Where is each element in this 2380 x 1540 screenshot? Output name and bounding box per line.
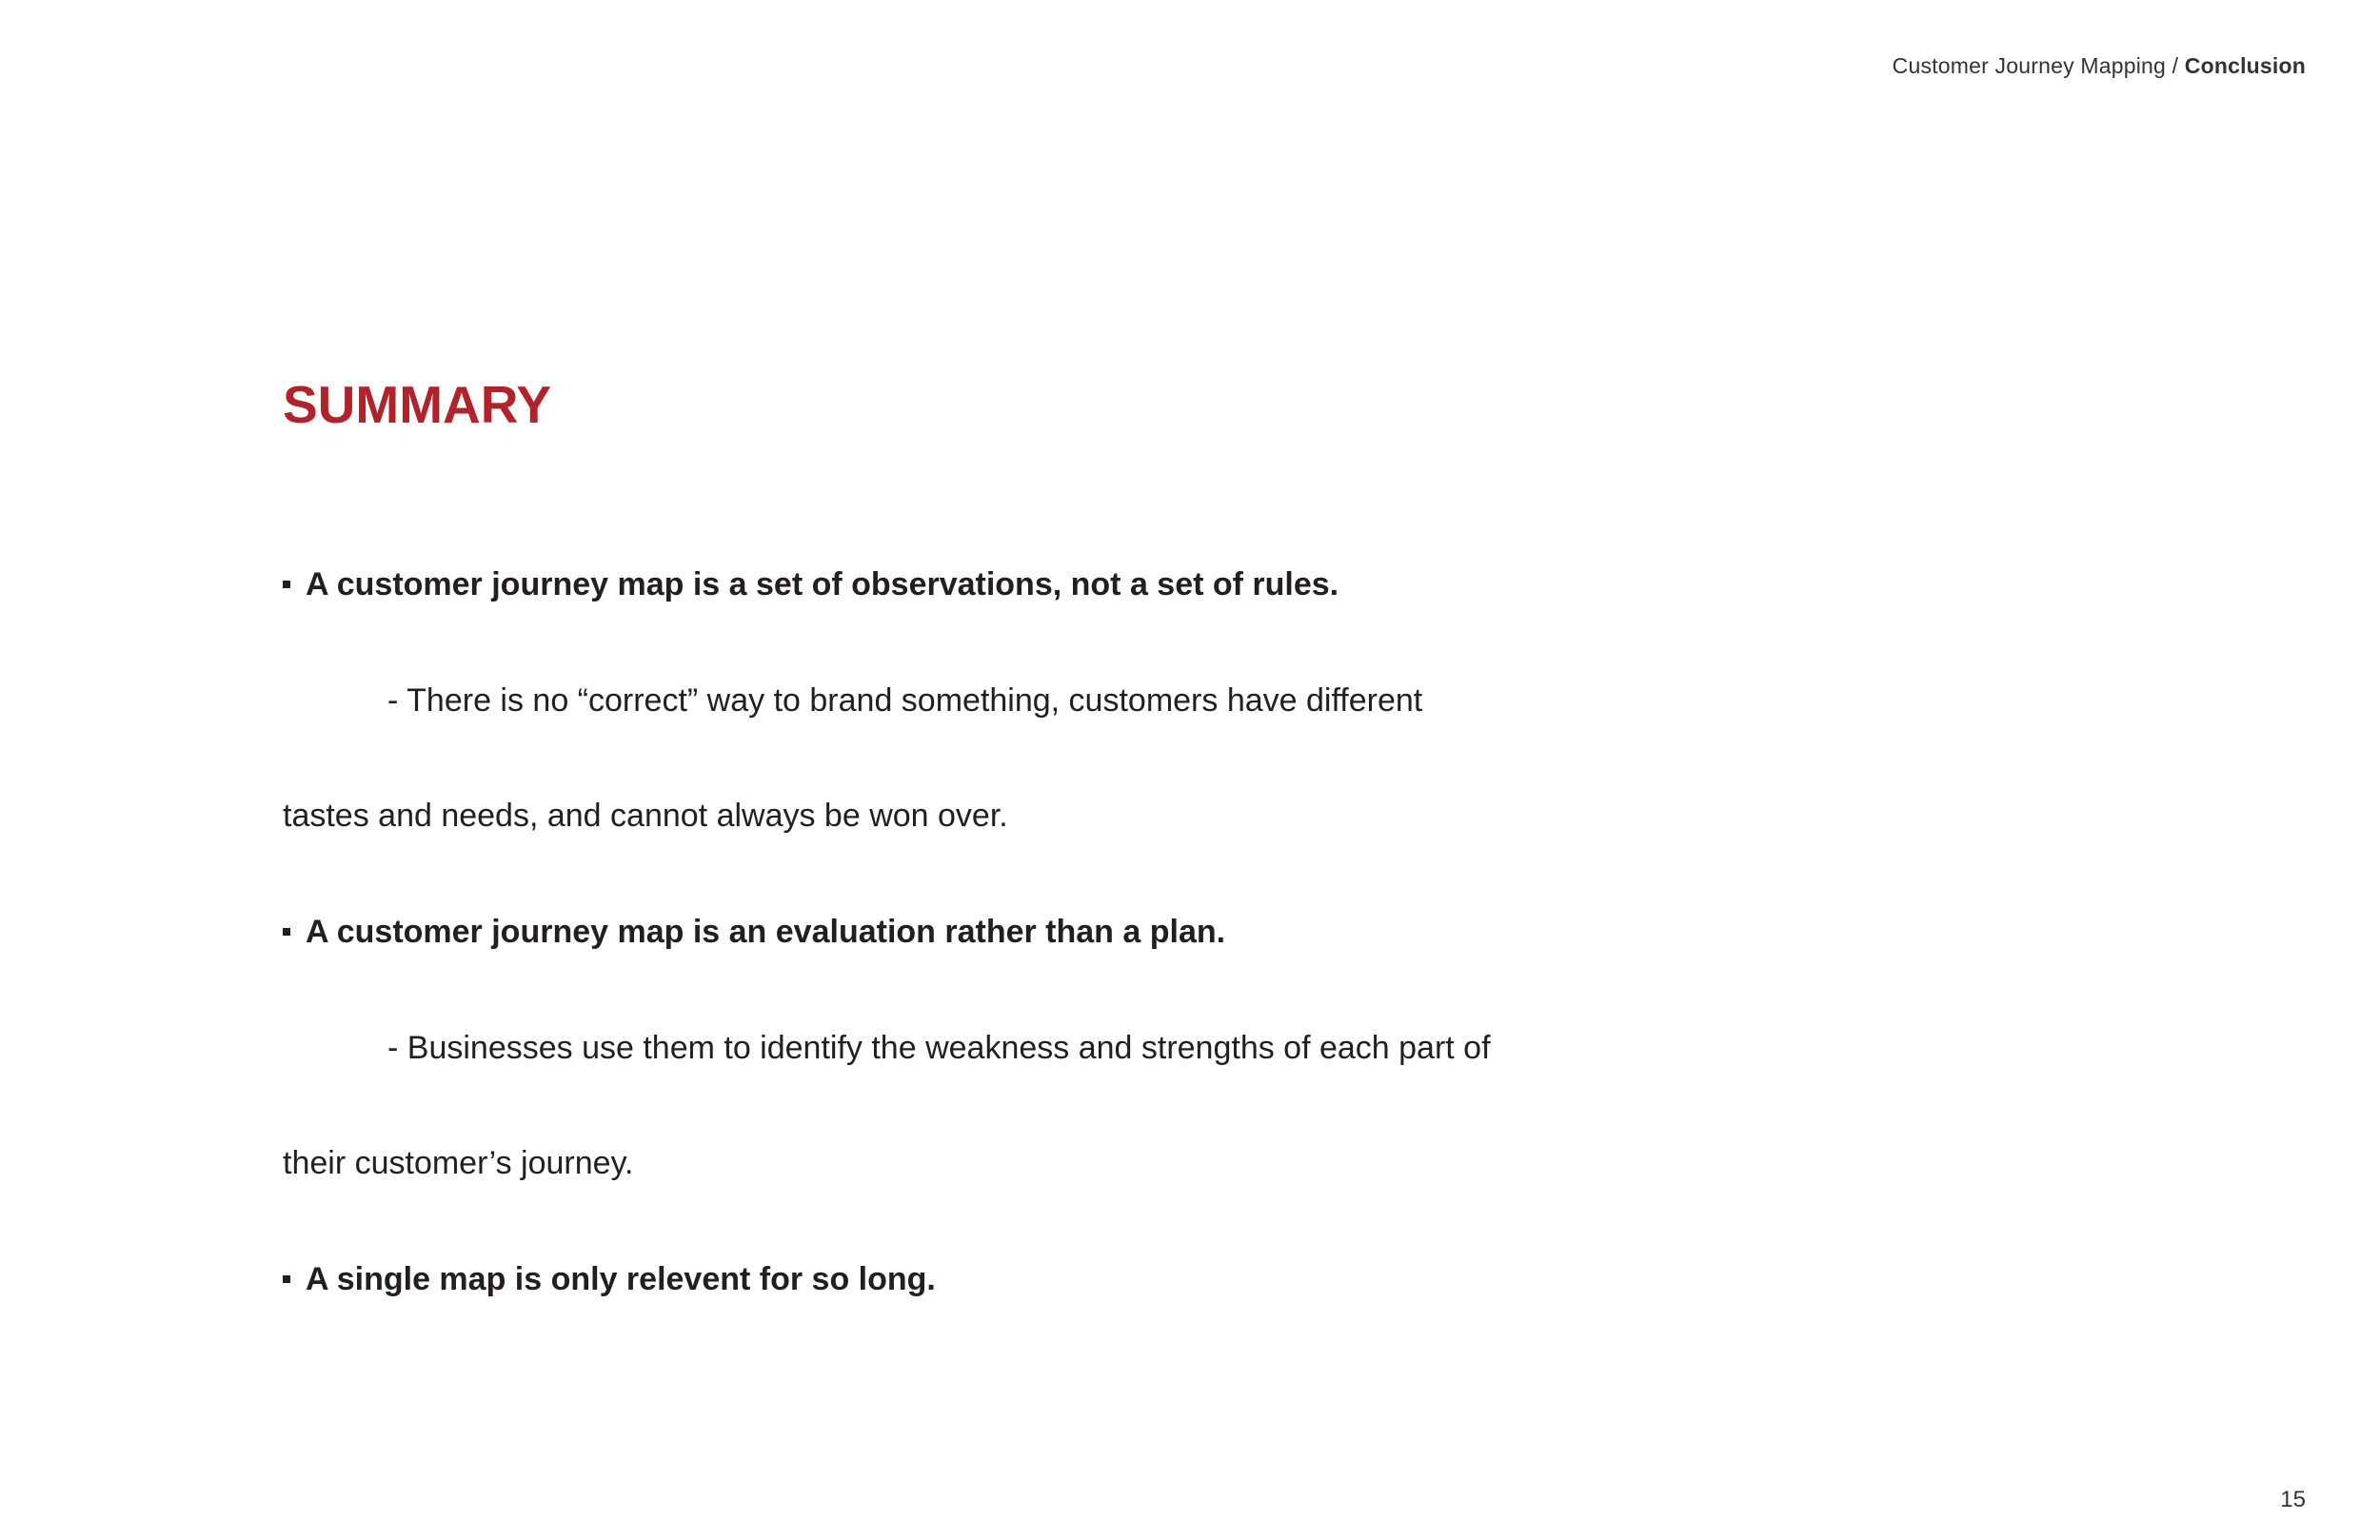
summary-point-3 — [283, 1260, 936, 1298]
summary-point-1 — [283, 565, 1339, 603]
bullet-icon — [283, 581, 290, 588]
summary-point-1-detail-continued: tastes and needs, and cannot always be won over. — [283, 798, 1008, 834]
summary-point-heading: A customer journey map is an evaluation rather than a plan. — [306, 914, 1226, 950]
page-number: 15 — [2280, 1487, 2306, 1512]
summary-point-2 — [283, 913, 1225, 951]
breadcrumb-current: Conclusion — [2184, 53, 2306, 78]
breadcrumb-parent: Customer Journey Mapping / — [1892, 53, 2179, 78]
breadcrumb — [1893, 53, 2306, 79]
summary-point-heading: A customer journey map is a set of observations, not a set of rules. — [306, 566, 1339, 602]
summary-point-2-detail-continued: their customer’s journey. — [283, 1145, 634, 1181]
bullet-icon — [283, 928, 290, 936]
bullet-icon — [283, 1275, 290, 1283]
summary-point-2-detail: - Businesses use them to identify the weakness and strengths of each part of — [387, 1030, 1491, 1066]
summary-point-heading: A single map is only relevent for so long. — [306, 1261, 936, 1297]
summary-point-1-detail: - There is no “correct” way to brand something, customers have different — [387, 682, 1423, 719]
page-title: SUMMARY — [283, 375, 552, 434]
